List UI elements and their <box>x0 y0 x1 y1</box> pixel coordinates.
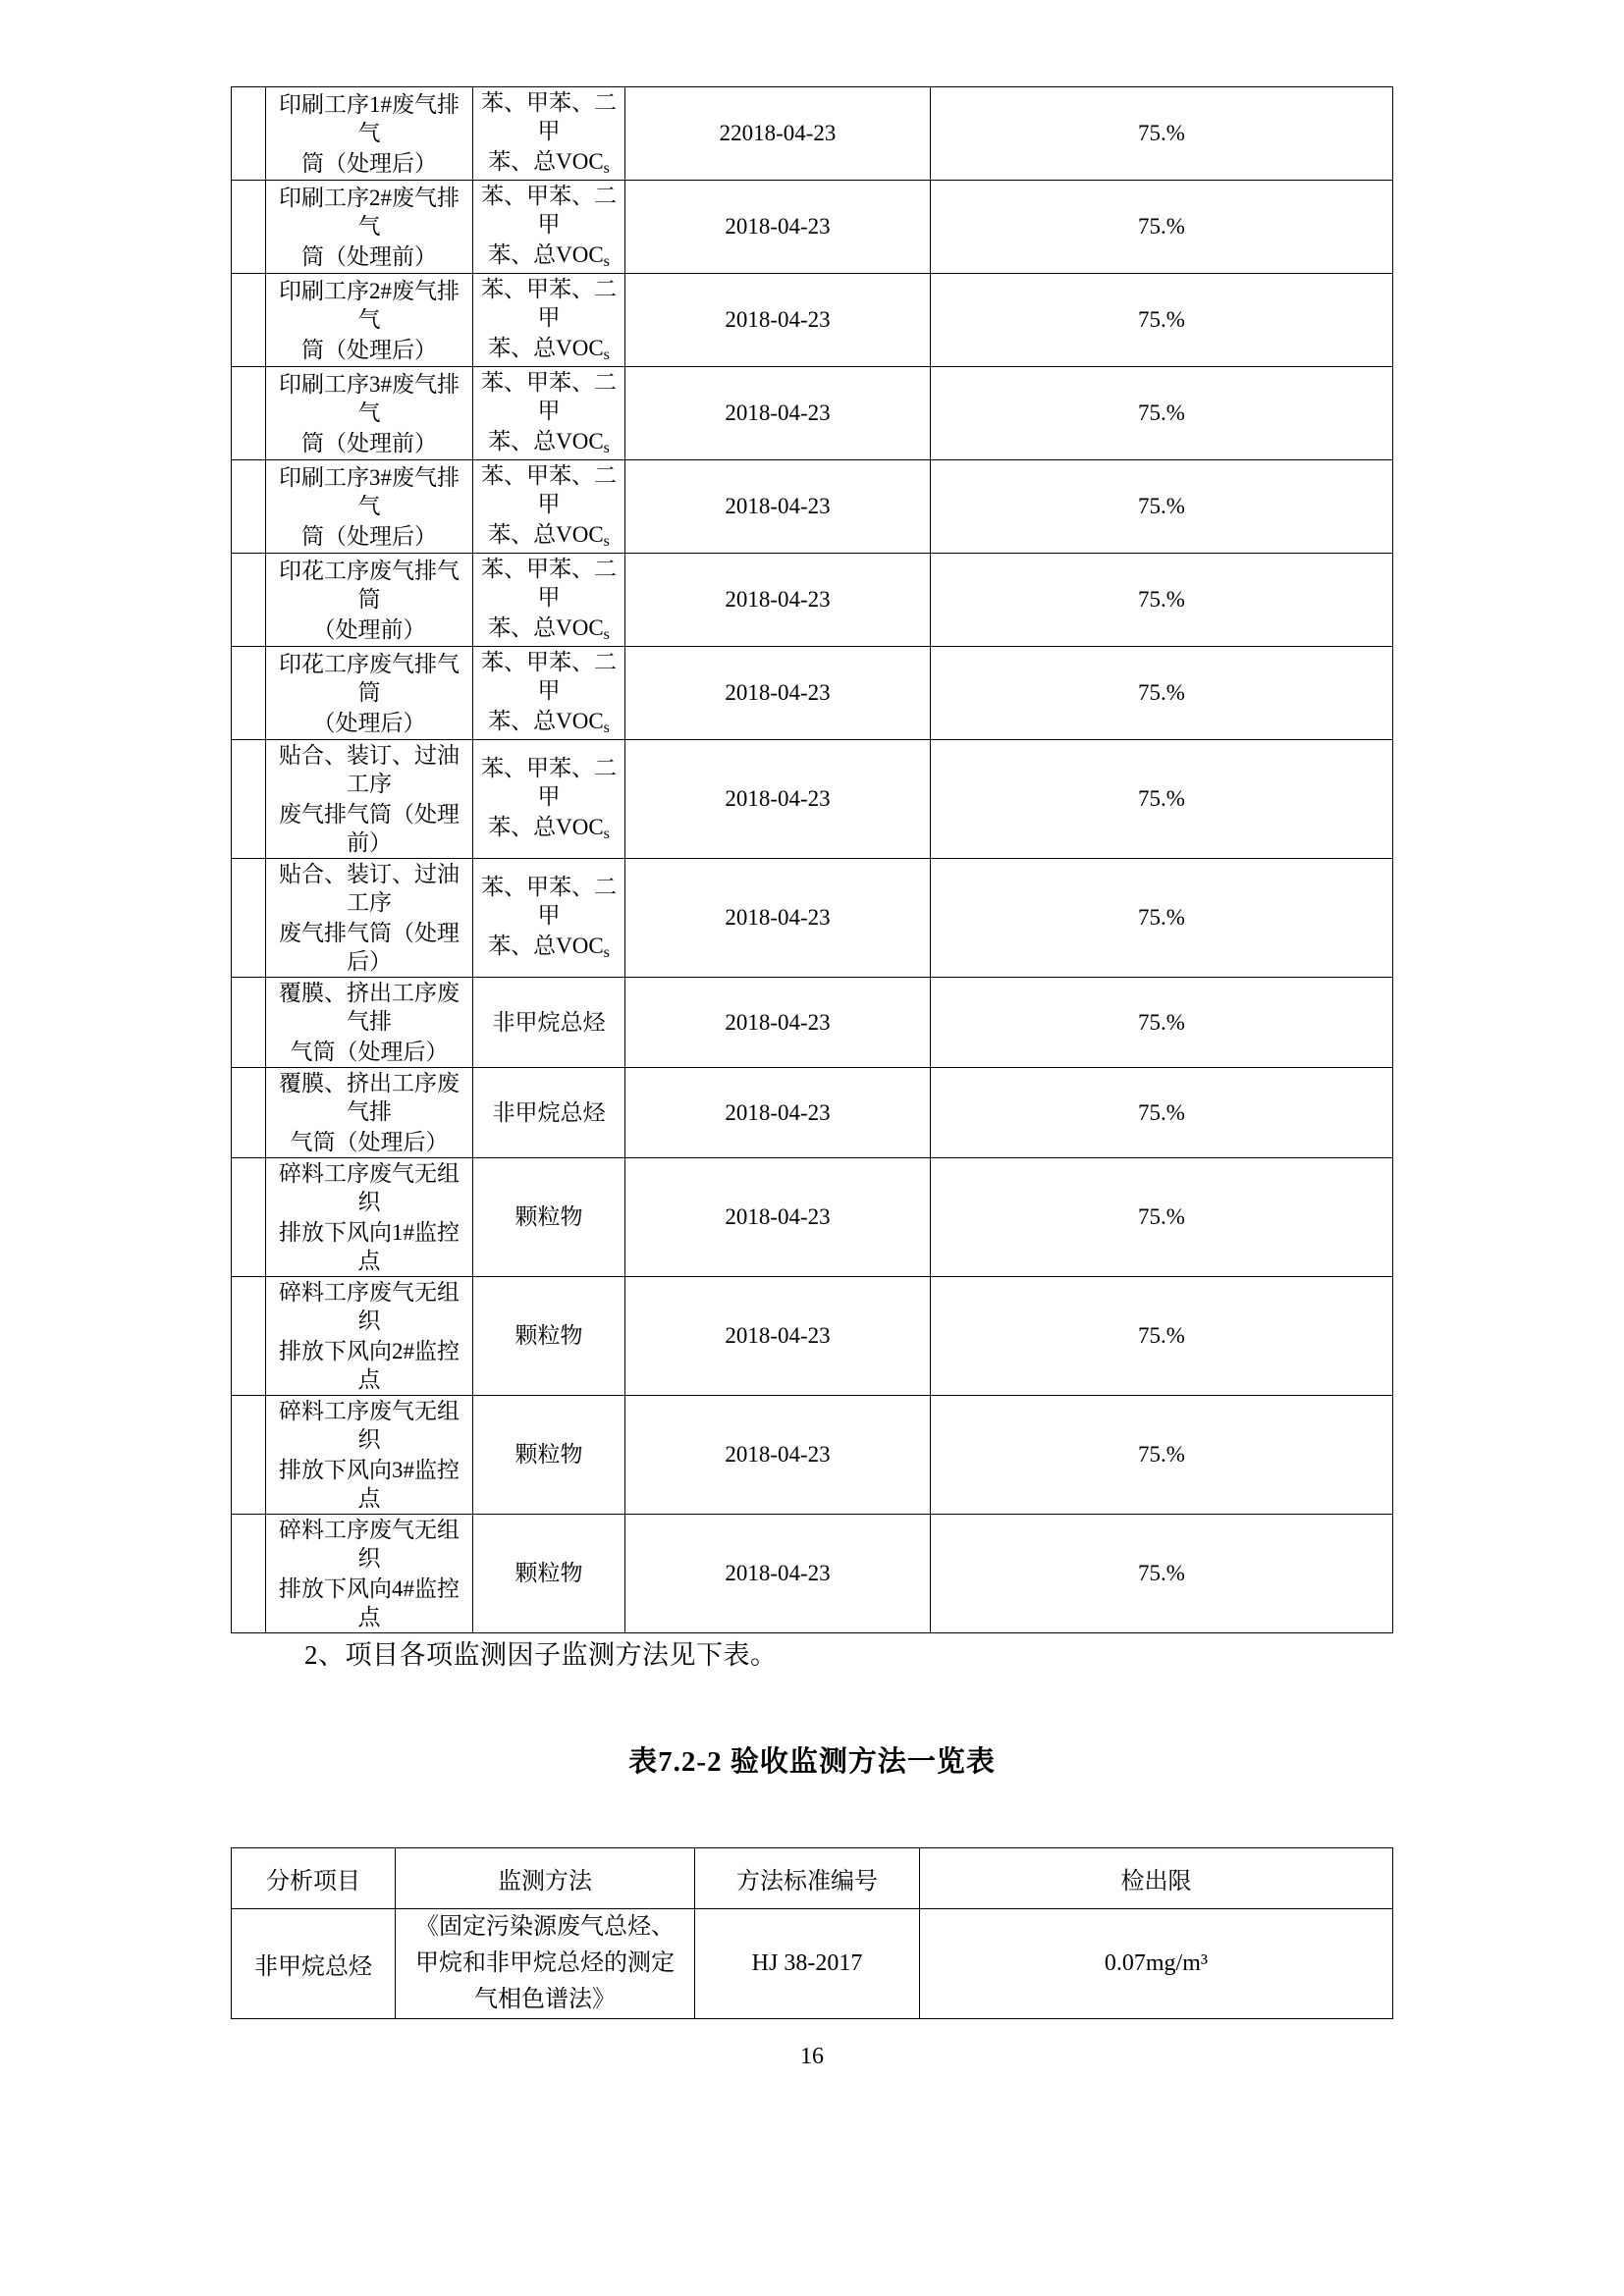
table1-cell-date: 2018-04-23 <box>625 647 931 740</box>
point-line-1: 印刷工序2#废气排气 <box>279 278 460 332</box>
table1-cell-rate: 75.% <box>931 740 1393 859</box>
point-line-1: 印花工序废气排气筒 <box>279 651 460 705</box>
table1-cell-rate: 75.% <box>931 554 1393 647</box>
table1-cell-point <box>266 740 473 859</box>
table1-cell-pollutant <box>473 1515 625 1633</box>
point-line-1: 贴合、装订、过油工序 <box>279 862 460 915</box>
table1-cell-group <box>232 554 266 647</box>
pollutant-line-2 <box>473 931 624 964</box>
method-line-1: 《固定污染源废气总烃、 <box>415 1914 675 1940</box>
section-paragraph: 2、项目各项监测因子监测方法见下表。 <box>304 1640 778 1670</box>
table-row <box>232 978 1393 1068</box>
pollutant-line-1: 苯、甲苯、二甲 <box>481 756 617 809</box>
table2-header-limit: 检出限 <box>920 1848 1393 1909</box>
table1-cell-group <box>232 367 266 460</box>
table1-cell-point <box>266 978 473 1068</box>
table-row <box>232 859 1393 978</box>
table1-cell-group <box>232 274 266 367</box>
point-line-2: 筒（处理后） <box>301 523 437 549</box>
table1-cell-group <box>232 460 266 554</box>
method-line-3: 气相色谱法》 <box>474 1987 616 2012</box>
table2-cell-standard: HJ 38-2017 <box>695 1909 920 2019</box>
table1-cell-group <box>232 1068 266 1158</box>
pollutant-line-1: 苯、甲苯、二甲 <box>481 277 617 330</box>
point-line-1: 覆膜、挤出工序废气排 <box>279 981 460 1034</box>
table1-cell-date: 2018-04-23 <box>625 740 931 859</box>
pollutant-line-1: 颗粒物 <box>514 1561 583 1585</box>
method-line-2: 甲烷和非甲烷总烃的测定 <box>415 1950 675 1976</box>
table1-cell-point <box>266 1158 473 1277</box>
table1-cell-group <box>232 181 266 274</box>
table-row <box>232 1396 1393 1515</box>
pollutant-line-1: 苯、甲苯、二甲 <box>481 90 617 143</box>
table1-cell-pollutant <box>473 367 625 460</box>
point-line-1: 碎料工序废气无组织 <box>279 1399 460 1452</box>
table1-cell-rate: 75.% <box>931 859 1393 978</box>
table1-cell-date: 2018-04-23 <box>625 978 931 1068</box>
point-line-2: 排放下风向4#监控点 <box>279 1576 460 1629</box>
pollutant-line-1: 苯、甲苯、二甲 <box>481 370 617 423</box>
table-row <box>232 274 1393 367</box>
table2-row <box>232 1909 1393 2019</box>
table1-cell-date: 2018-04-23 <box>625 1068 931 1158</box>
pollutant-line-2-text: 苯、总VOC <box>488 149 604 174</box>
pollutant-line-1: 颗粒物 <box>514 1442 583 1467</box>
pollutant-line-2-text: 苯、总VOC <box>488 522 604 547</box>
table1-cell-pollutant <box>473 1277 625 1396</box>
point-line-1: 印刷工序3#废气排气 <box>279 371 460 425</box>
table1-cell-pollutant <box>473 274 625 367</box>
table-row <box>232 367 1393 460</box>
table1-cell-pollutant <box>473 978 625 1068</box>
table1-cell-pollutant <box>473 859 625 978</box>
table1-cell-point <box>266 274 473 367</box>
table1-cell-point <box>266 181 473 274</box>
pollutant-line-2-text: 苯、总VOC <box>488 336 604 360</box>
point-line-2: 排放下风向2#监控点 <box>279 1339 460 1392</box>
table1-cell-rate: 75.% <box>931 1277 1393 1396</box>
pollutant-subscript: s <box>603 347 610 363</box>
pollutant-line-1: 苯、甲苯、二甲 <box>481 557 617 610</box>
table1-cell-rate: 75.% <box>931 1068 1393 1158</box>
table1-cell-point <box>266 647 473 740</box>
point-line-1: 印花工序废气排气筒 <box>279 558 460 612</box>
table-row <box>232 1158 1393 1277</box>
pollutant-line-2-text: 苯、总VOC <box>488 615 604 640</box>
table2-caption: 表7.2-2 验收监测方法一览表 <box>628 1746 996 1778</box>
pollutant-line-2-text: 苯、总VOC <box>488 815 604 839</box>
pollutant-subscript: s <box>603 440 610 456</box>
point-line-2: 废气排气筒（处理后） <box>279 921 460 974</box>
table1-cell-rate: 75.% <box>931 274 1393 367</box>
pollutant-line-2 <box>473 333 624 366</box>
point-line-2: 筒（处理后） <box>301 150 437 176</box>
point-line-1: 碎料工序废气无组织 <box>279 1518 460 1571</box>
pollutant-line-2 <box>473 426 624 459</box>
pollutant-line-2 <box>473 240 624 273</box>
table1-cell-point <box>266 1515 473 1633</box>
table1-cell-group <box>232 87 266 181</box>
pollutant-line-1: 苯、甲苯、二甲 <box>481 875 617 928</box>
pollutant-line-2 <box>473 613 624 646</box>
table-row <box>232 554 1393 647</box>
table1-cell-rate: 75.% <box>931 460 1393 554</box>
table-row <box>232 87 1393 181</box>
pollutant-subscript: s <box>603 826 610 842</box>
point-line-2: （处理前） <box>312 616 426 642</box>
pollutant-subscript: s <box>603 533 610 550</box>
table-row <box>232 1277 1393 1396</box>
point-line-1: 印刷工序1#废气排气 <box>279 91 460 145</box>
table-row <box>232 181 1393 274</box>
table1-cell-group <box>232 1515 266 1633</box>
table1-cell-date: 2018-04-23 <box>625 554 931 647</box>
pollutant-line-1: 非甲烷总烃 <box>492 1099 606 1125</box>
table1-cell-point <box>266 859 473 978</box>
table2-cell-method <box>396 1909 695 2019</box>
pollutant-line-2 <box>473 146 624 180</box>
pollutant-line-2-text: 苯、总VOC <box>488 934 604 958</box>
table1-cell-point <box>266 367 473 460</box>
table1-cell-date: 2018-04-23 <box>625 1396 931 1515</box>
point-line-1: 碎料工序废气无组织 <box>279 1161 460 1214</box>
table1-cell-group <box>232 1396 266 1515</box>
point-line-1: 贴合、装订、过油工序 <box>279 743 460 796</box>
pollutant-line-2 <box>473 706 624 739</box>
table2-header-row <box>232 1848 1393 1909</box>
table1-cell-rate: 75.% <box>931 181 1393 274</box>
table1-cell-rate: 75.% <box>931 1158 1393 1277</box>
table1-cell-date: 2018-04-23 <box>625 274 931 367</box>
table1-cell-pollutant <box>473 1068 625 1158</box>
page-number: 16 <box>800 2044 824 2069</box>
table1-cell-point <box>266 554 473 647</box>
table1-cell-date: 2018-04-23 <box>625 181 931 274</box>
pollutant-line-1: 非甲烷总烃 <box>492 1009 606 1035</box>
table1-cell-rate: 75.% <box>931 1396 1393 1515</box>
pollutant-line-2-text: 苯、总VOC <box>488 429 604 454</box>
table1-cell-date: 22018-04-23 <box>625 87 931 181</box>
pollutant-subscript: s <box>603 160 610 177</box>
table-row <box>232 1515 1393 1633</box>
table1-cell-rate: 75.% <box>931 978 1393 1068</box>
monitoring-methods-table <box>231 1847 1393 2019</box>
pollutant-line-2-text: 苯、总VOC <box>488 709 604 733</box>
monitoring-points-table <box>231 86 1393 1633</box>
table1-cell-group <box>232 740 266 859</box>
table1-cell-date: 2018-04-23 <box>625 1277 931 1396</box>
table1-cell-pollutant <box>473 87 625 181</box>
table1-cell-date: 2018-04-23 <box>625 1158 931 1277</box>
table1-cell-pollutant <box>473 647 625 740</box>
point-line-1: 碎料工序废气无组织 <box>279 1280 460 1333</box>
table-row <box>232 1068 1393 1158</box>
table-row <box>232 460 1393 554</box>
table2-header-standard: 方法标准编号 <box>695 1848 920 1909</box>
point-line-2: 废气排气筒（处理前） <box>279 802 460 855</box>
table1-cell-date: 2018-04-23 <box>625 859 931 978</box>
pollutant-line-1: 苯、甲苯、二甲 <box>481 184 617 237</box>
pollutant-line-2 <box>473 519 624 553</box>
table1-cell-pollutant <box>473 740 625 859</box>
table1-cell-point <box>266 87 473 181</box>
table2-header-item: 分析项目 <box>232 1848 396 1909</box>
table1-cell-rate: 75.% <box>931 367 1393 460</box>
table1-cell-group <box>232 647 266 740</box>
table1-cell-date: 2018-04-23 <box>625 1515 931 1633</box>
table1-cell-rate: 75.% <box>931 1515 1393 1633</box>
point-line-1: 印刷工序2#废气排气 <box>279 185 460 239</box>
point-line-2: （处理后） <box>312 710 426 735</box>
pollutant-subscript: s <box>603 626 610 643</box>
table1-cell-point <box>266 1396 473 1515</box>
table2-header-method: 监测方法 <box>396 1848 695 1909</box>
table1-cell-point <box>266 1068 473 1158</box>
table1-cell-group <box>232 859 266 978</box>
table-row <box>232 647 1393 740</box>
table1-cell-pollutant <box>473 1158 625 1277</box>
table1-cell-pollutant <box>473 554 625 647</box>
point-line-2: 气筒（处理后） <box>290 1130 449 1154</box>
pollutant-subscript: s <box>603 720 610 736</box>
table1-cell-rate: 75.% <box>931 87 1393 181</box>
table1-cell-pollutant <box>473 460 625 554</box>
pollutant-line-1: 苯、甲苯、二甲 <box>481 650 617 703</box>
table1-cell-point <box>266 1277 473 1396</box>
pollutant-line-1: 颗粒物 <box>514 1204 583 1229</box>
point-line-2: 筒（处理后） <box>301 337 437 362</box>
point-line-1: 印刷工序3#废气排气 <box>279 464 460 518</box>
pollutant-subscript: s <box>603 944 610 961</box>
pollutant-line-2 <box>473 812 624 845</box>
point-line-2: 排放下风向1#监控点 <box>279 1220 460 1273</box>
table1-cell-group <box>232 1158 266 1277</box>
pollutant-line-1: 苯、甲苯、二甲 <box>481 463 617 516</box>
table1-cell-group <box>232 1277 266 1396</box>
table1-cell-pollutant <box>473 1396 625 1515</box>
table2-cell-item: 非甲烷总烃 <box>232 1909 396 2019</box>
table2-cell-limit: 0.07mg/m³ <box>920 1909 1393 2019</box>
pollutant-line-1: 颗粒物 <box>514 1323 583 1348</box>
pollutant-line-2-text: 苯、总VOC <box>488 242 604 267</box>
point-line-2: 排放下风向3#监控点 <box>279 1458 460 1511</box>
table1-cell-rate: 75.% <box>931 647 1393 740</box>
table1-cell-pollutant <box>473 181 625 274</box>
pollutant-subscript: s <box>603 253 610 270</box>
table1-cell-point <box>266 460 473 554</box>
table1-cell-date: 2018-04-23 <box>625 367 931 460</box>
point-line-1: 覆膜、挤出工序废气排 <box>279 1071 460 1124</box>
point-line-2: 筒（处理前） <box>301 430 437 455</box>
table1-cell-group <box>232 978 266 1068</box>
table-row <box>232 740 1393 859</box>
table1-cell-date: 2018-04-23 <box>625 460 931 554</box>
point-line-2: 筒（处理前） <box>301 243 437 269</box>
point-line-2: 气筒（处理后） <box>290 1040 449 1064</box>
